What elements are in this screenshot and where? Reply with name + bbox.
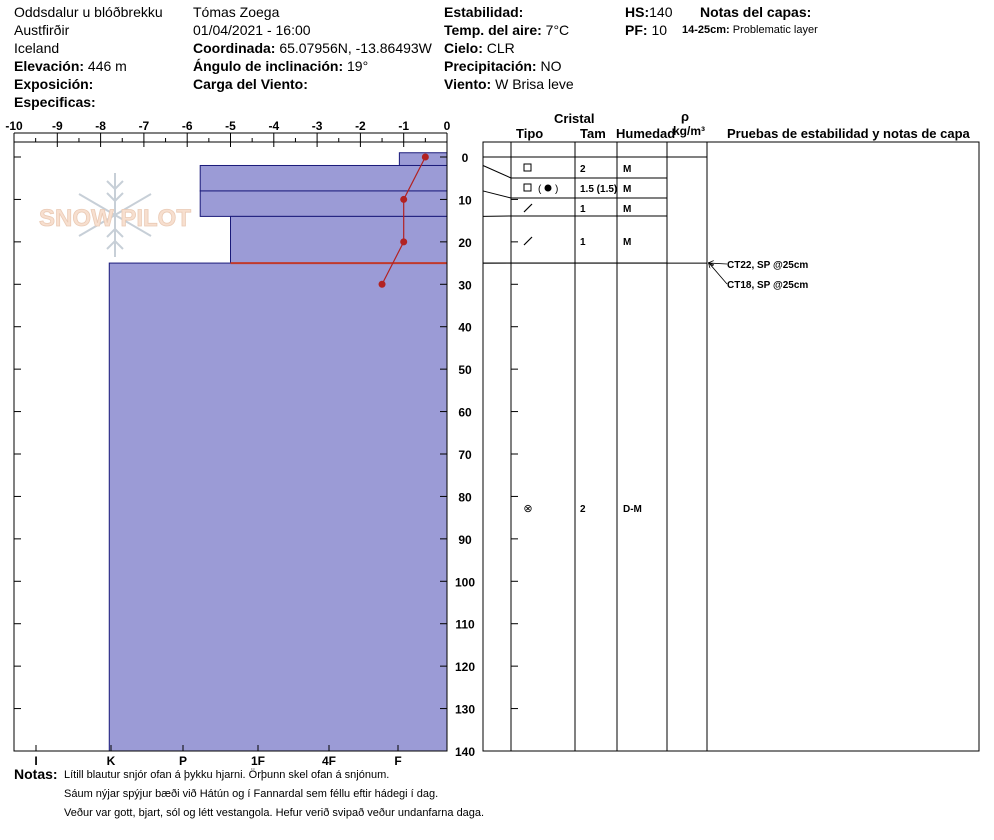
crystal-moisture: M (623, 237, 632, 248)
depth-tick-label: 50 (458, 363, 472, 378)
country-name: Iceland (14, 40, 60, 56)
specifics-label: Especificas: (14, 94, 96, 110)
pf-value: 10 (651, 22, 668, 38)
temp-tick-label: -3 (311, 119, 323, 133)
depth-tick-label: 90 (458, 532, 472, 547)
hs-label: HS: (625, 4, 650, 20)
layer-bar (200, 191, 447, 216)
sky-value: CLR (486, 40, 515, 56)
rho-header: ρ (681, 109, 690, 124)
notes-line-2: Sáum nýjar spýjur bæði við Hátún og í Fannardal sem féllu eftir hádegi í dag. (64, 788, 439, 800)
layer-note-range: 14-25cm: (682, 24, 730, 36)
rounded-grain-icon (545, 185, 552, 192)
moisture-header: Humedad (616, 126, 676, 141)
temp-tick-label: -1 (398, 119, 410, 133)
stability-label: Estabilidad: (444, 4, 524, 20)
hardness-tick-label: F (394, 754, 402, 768)
depth-tick-label: 30 (458, 278, 472, 293)
precip-value: NO (540, 58, 562, 74)
depth-tick-label: 10 (458, 193, 472, 208)
temp-tick-label: -5 (225, 119, 236, 133)
pf-label: PF: (625, 22, 648, 38)
crystal-row (524, 237, 631, 248)
location-name: Oddsdalur u blóðbrekku (14, 4, 163, 20)
temperature-point (400, 196, 407, 203)
layer-connector (483, 191, 511, 198)
temp-tick-label: -6 (181, 119, 193, 133)
depth-tick-label: 110 (455, 617, 475, 632)
layer-bar (109, 263, 447, 751)
crystal-size: 1 (580, 204, 586, 215)
depth-tick-label: 60 (458, 405, 472, 420)
depth-tick-label: 40 (458, 320, 472, 335)
density-unit-header: kg/m³ (673, 124, 706, 138)
coordinates-value: 65.07956N, -13.86493W (279, 40, 432, 56)
depth-tick-label: 20 (458, 235, 472, 250)
temp-tick-label: -4 (268, 119, 280, 133)
decomposing-particles-icon (524, 237, 532, 245)
notes-label: Notas: (14, 766, 58, 782)
watermark-text: SNOW PILOT (39, 205, 191, 232)
facet-icon (524, 164, 531, 171)
notes-line-1: Lítill blautur snjór ofan á þykku hjarni. Örþunn skel ofan á snjónum. (64, 769, 390, 781)
stability-test-label: CT22, SP @25cm (727, 260, 809, 271)
temp-tick-label: -2 (355, 119, 366, 133)
tests-header: Pruebas de estabilidad y notas de capa (727, 126, 970, 141)
hs-value: 140 (649, 4, 673, 20)
temp-tick-label: -8 (95, 119, 106, 133)
size-header: Tam (580, 126, 606, 141)
air-temp-label: Temp. del aire: (444, 22, 542, 38)
layer-connector (483, 165, 511, 178)
crystal-size: 1 (580, 237, 586, 248)
elevation-value: 446 m (87, 58, 127, 74)
elevation-label: Elevación: (14, 58, 85, 74)
layer-notes-label: Notas del capas: (700, 4, 812, 20)
precip-label: Precipitación: (444, 58, 537, 74)
depth-tick-label: 130 (454, 702, 476, 717)
crystal-row (524, 204, 631, 215)
temp-tick-label: -9 (51, 119, 63, 133)
depth-tick-label: 140 (454, 745, 476, 759)
crystal-table-frame (483, 142, 979, 751)
temperature-point (400, 238, 407, 245)
test-arrow (709, 263, 727, 284)
hardness-tick-label: P (178, 754, 188, 768)
temp-tick-label: -10 (5, 119, 23, 133)
crystal-row (524, 164, 631, 175)
temperature-point (422, 154, 429, 161)
observation-datetime: 01/04/2021 - 16:00 (193, 22, 311, 38)
stability-test-label: CT18, SP @25cm (727, 280, 809, 291)
layer-bar (231, 216, 448, 263)
crystal-size: 2 (580, 164, 586, 175)
sky-label: Cielo: (444, 40, 483, 56)
depth-tick-label: 120 (454, 660, 476, 675)
crystal-moisture: M (623, 184, 632, 195)
type-header: Tipo (516, 126, 544, 141)
facet-icon (524, 184, 531, 191)
hardness-tick-label: I (34, 754, 38, 768)
wind-load-label: Carga del Viento: (193, 76, 308, 92)
crystal-size: 2 (580, 504, 586, 515)
crystal-paren: ( (538, 184, 542, 195)
crystal-header: Cristal (554, 111, 595, 126)
temp-tick-label: 0 (443, 119, 451, 133)
air-temp-value: 7°C (545, 22, 570, 38)
crystal-moisture: M (623, 164, 632, 175)
layer-note-text: Problematic layer (732, 24, 818, 36)
temp-tick-label: -7 (138, 119, 150, 133)
region-name: Austfirðir (14, 22, 70, 38)
wind-value: W Brisa leve (495, 76, 574, 92)
test-arrow (709, 263, 727, 264)
depth-tick-label: 0 (461, 151, 469, 165)
slope-label: Ángulo de inclinación: (193, 58, 344, 74)
notes-line-3: Veður var gott, bjart, sól og létt vestangola. Hefur verið svipað veður undanfarna daga. (64, 807, 485, 819)
hardness-tick-label: K (106, 754, 116, 768)
temperature-point (379, 281, 386, 288)
crystal-moisture: D-M (623, 504, 642, 515)
observer-name: Tómas Zoega (193, 4, 280, 20)
crystal-row (523, 503, 642, 515)
crystal-row (524, 184, 631, 195)
decomposing-particles-icon (524, 204, 532, 212)
melt-form-icon: ⊗ (523, 503, 533, 515)
coordinates-label: Coordinada: (193, 40, 276, 56)
crystal-size: 1.5 (1.5) (580, 184, 618, 195)
wind-label: Viento: (444, 76, 492, 92)
depth-tick-label: 100 (454, 575, 476, 590)
crystal-paren: ) (555, 184, 559, 195)
crystal-moisture: M (623, 204, 632, 215)
slope-value: 19° (347, 58, 369, 74)
snow-pilot-watermark (39, 173, 191, 257)
hardness-tick-label: 1F (250, 754, 266, 768)
depth-tick-label: 80 (458, 490, 472, 505)
hardness-tick-label: 4F (321, 754, 337, 768)
exposure-label: Exposición: (14, 76, 94, 92)
depth-tick-label: 70 (458, 448, 472, 462)
